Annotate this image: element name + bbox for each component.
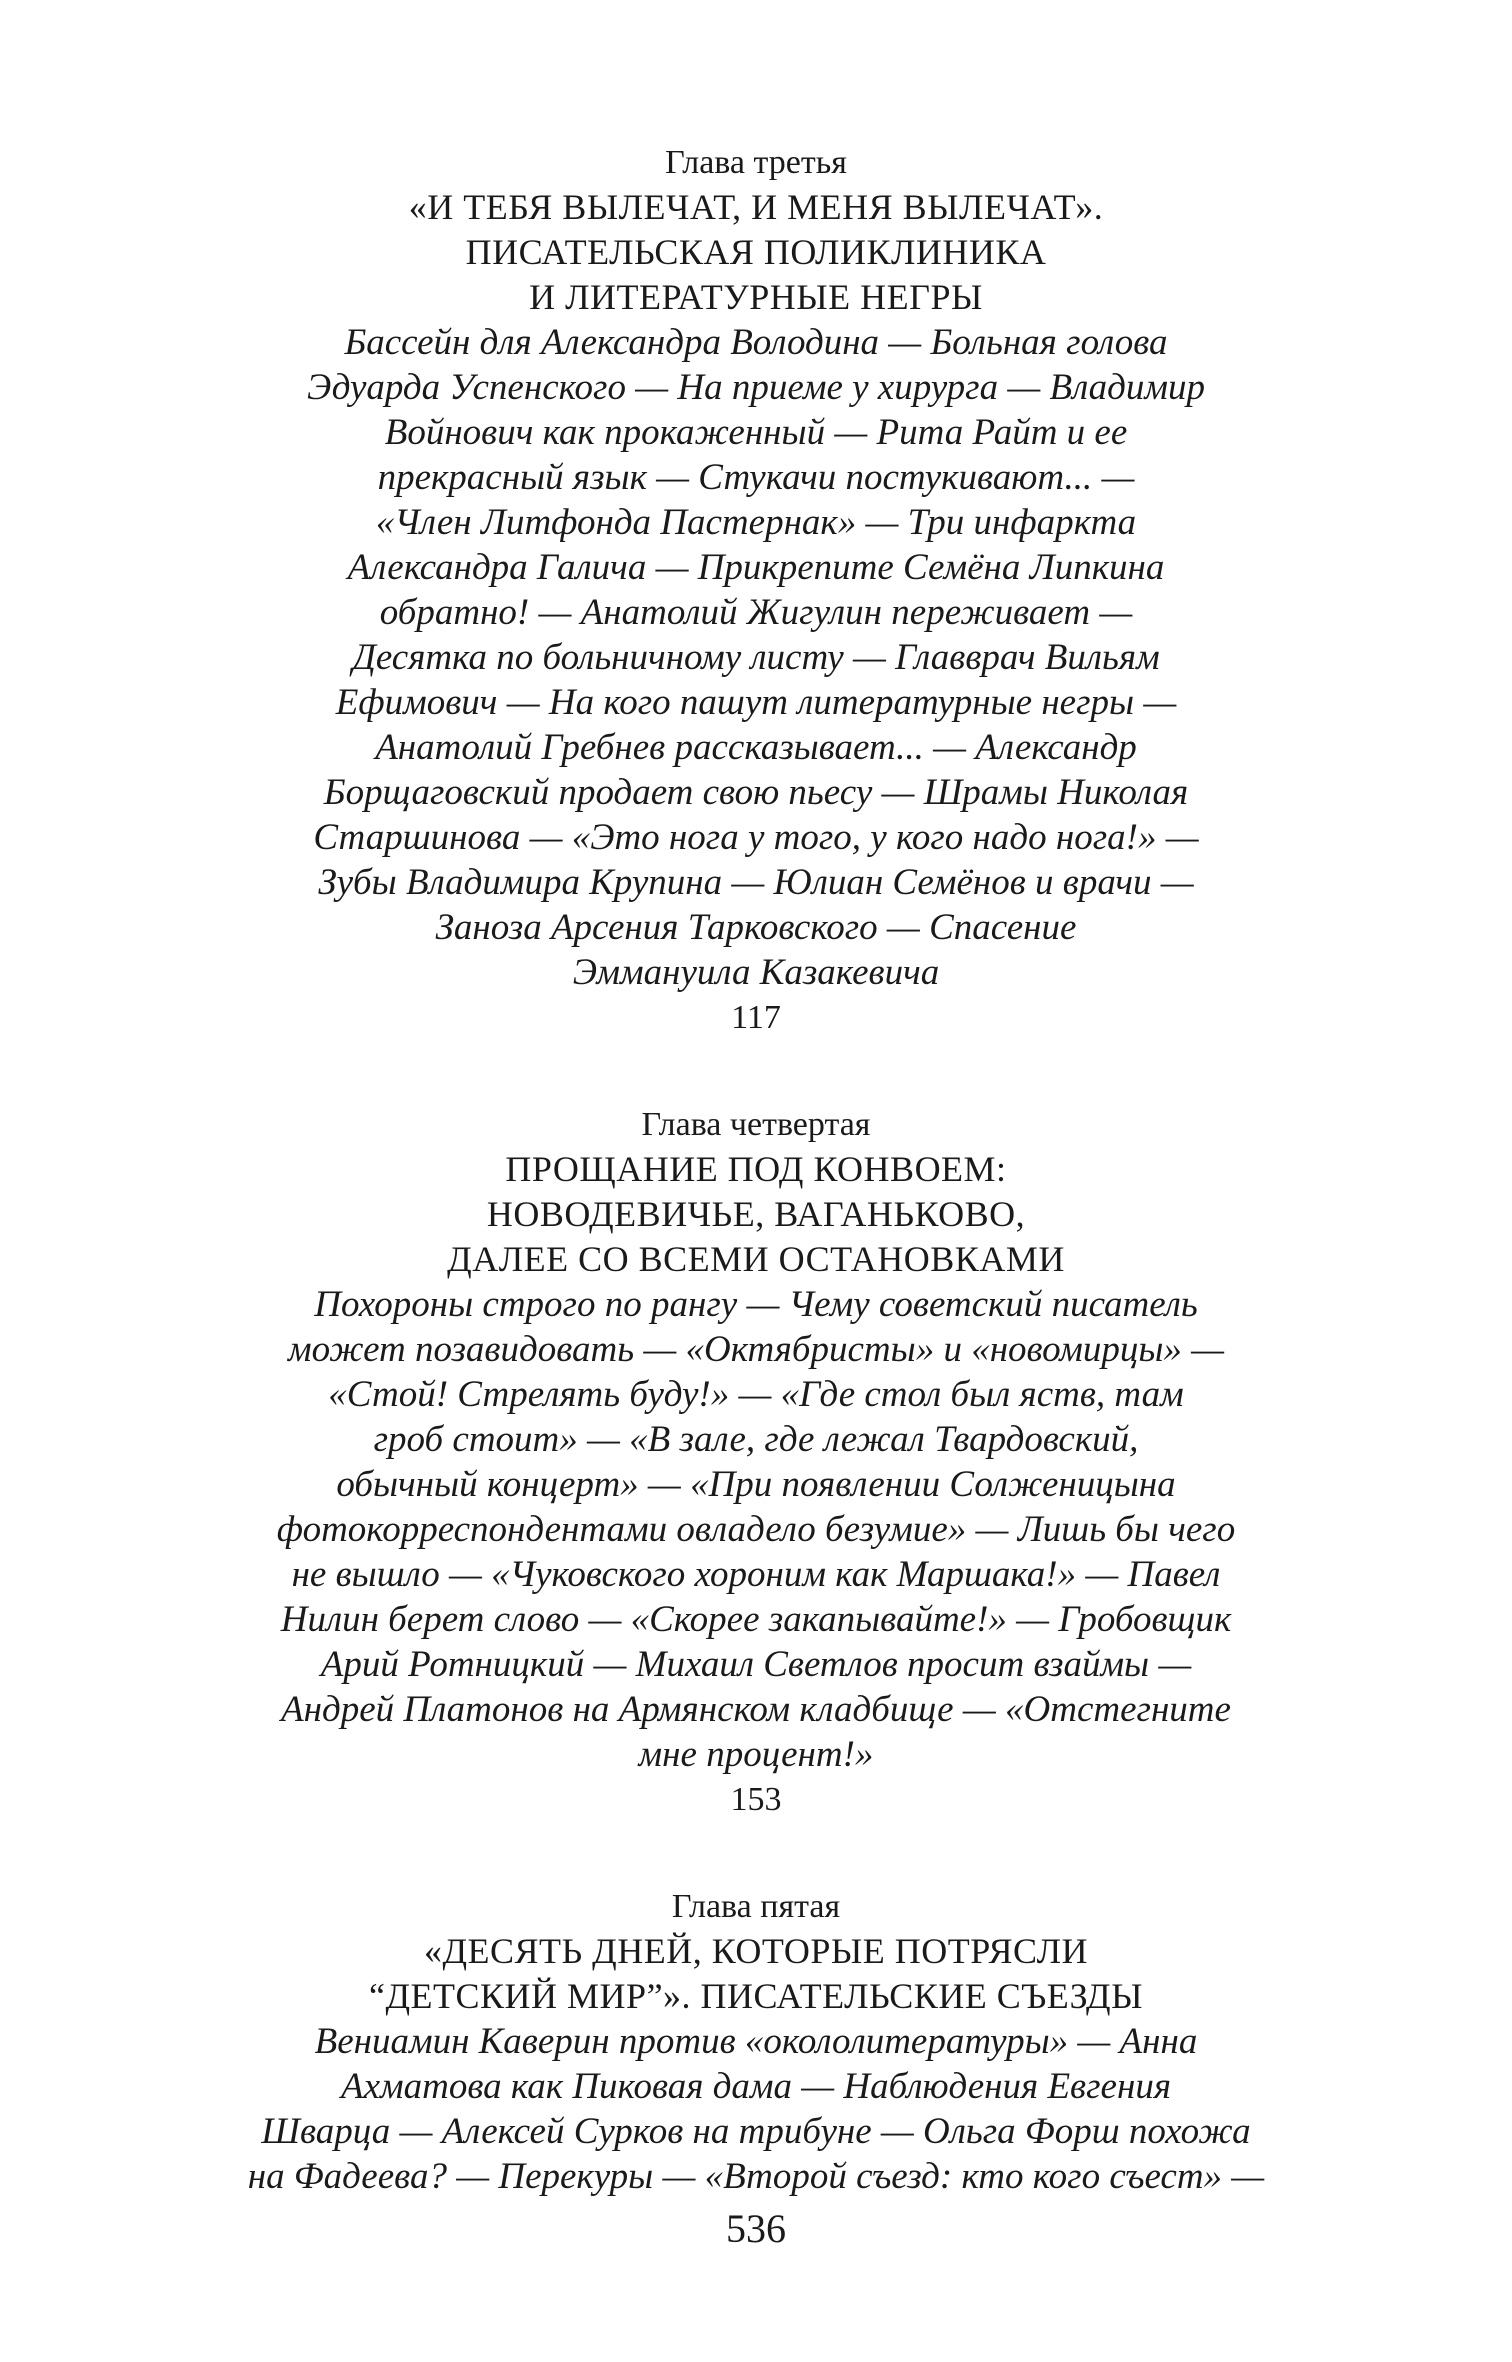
summary-line: не вышло — «Чуковского хороним как Маршака!» — Павел — [291, 1554, 1221, 1595]
summary-line: Заноза Арсения Тарковского — Спасение — [435, 907, 1077, 948]
summary-line: Бассейн для Александра Володина — Больная голова — [344, 322, 1168, 363]
summary-line: Эммануила Казакевича — [572, 952, 940, 993]
chapter-summary — [170, 320, 1342, 995]
page-number: 536 — [726, 2206, 786, 2251]
summary-line: фотокорреспондентами овладело безумие» — Лишь бы чего — [276, 1509, 1236, 1550]
chapter-title-line: «И ТЕБЯ ВЫЛЕЧАТ, И МЕНЯ ВЫЛЕЧАТ». — [408, 187, 1104, 227]
chapter-title — [170, 1147, 1342, 1282]
summary-line: Шварца — Алексей Сурков на трибуне — Ольга Форш похожа — [261, 2111, 1251, 2152]
summary-line: мне процент!» — [638, 1734, 874, 1775]
summary-line: может позавидовать — «Октябристы» и «новомирцы» — — [287, 1329, 1225, 1370]
summary-line: на Фадеева? — Перекуры — «Второй съезд: кто кого съест» — — [247, 2156, 1265, 2197]
summary-line: Александра Галича — Прикрепите Семёна Липкина — [347, 547, 1165, 588]
chapter-entry-4 — [170, 1102, 1342, 1822]
chapter-entry-3 — [170, 140, 1342, 1040]
chapter-page-number: 117 — [731, 999, 781, 1036]
summary-line: Борщаговский продает свою пьесу — Шрамы Николая — [323, 772, 1189, 813]
chapter-title — [170, 1929, 1342, 2019]
summary-line: Зубы Владимира Крупина — Юлиан Семёнов и врачи — — [318, 862, 1194, 903]
summary-line: Десятка по больничному листу — Главврач Вильям — [352, 637, 1160, 678]
summary-line: гроб стоит» — «В зале, где лежал Твардовский, — [373, 1419, 1139, 1460]
summary-line: Ахматова как Пиковая дама — Наблюдения Евгения — [340, 2066, 1172, 2107]
summary-line: Похороны строго по рангу — Чему советский писатель — [314, 1284, 1198, 1325]
chapter-title-line: ПИСАТЕЛЬСКАЯ ПОЛИКЛИНИКА — [465, 232, 1047, 272]
chapter-title-line: НОВОДЕВИЧЬЕ, ВАГАНЬКОВО, — [486, 1194, 1026, 1234]
summary-line: «Член Литфонда Пастернак» — Три инфаркта — [375, 502, 1137, 543]
chapter-title-line: «ДЕСЯТЬ ДНЕЙ, КОТОРЫЕ ПОТРЯСЛИ — [423, 1931, 1089, 1971]
summary-line: Вениамин Каверин против «окололитературы» — Анна — [314, 2021, 1198, 2062]
summary-line: Эдуарда Успенского — На приеме у хирурга — Владимир — [306, 367, 1206, 408]
chapter-label: Глава четвертая — [641, 1106, 871, 1143]
summary-line: обычный концерт» — «При появлении Солженицына — [336, 1464, 1176, 1505]
chapter-label: Глава третья — [665, 144, 847, 181]
summary-line: «Стой! Стрелять буду!» — «Где стол был яств, там — [328, 1374, 1184, 1415]
chapter-title-line: “ДЕТСКИЙ МИР”». ПИСАТЕЛЬСКИЕ СЪЕЗДЫ — [369, 1976, 1143, 2016]
summary-line: обратно! — Анатолий Жигулин переживает — — [379, 592, 1133, 633]
summary-line: Ефимович — На кого пашут литературные негры — — [335, 682, 1177, 723]
summary-line: Анатолий Гребнев рассказывает... — Александр — [375, 727, 1137, 768]
summary-line: Нилин берет слово — «Скорее закапывайте!» — Гробовщик — [280, 1599, 1232, 1640]
summary-line: Войнович как прокаженный — Рита Райт и ее — [384, 412, 1128, 453]
summary-line: прекрасный язык — Стукачи постукивают... — — [377, 457, 1135, 498]
chapter-summary — [170, 2019, 1342, 2199]
summary-line: Старшинова — «Это нога у того, у кого надо нога!» — — [313, 817, 1199, 858]
chapter-title-line: ПРОЩАНИЕ ПОД КОНВОЕМ: — [505, 1149, 1007, 1189]
chapter-label: Глава пятая — [671, 1888, 841, 1925]
chapter-summary — [170, 1282, 1342, 1777]
chapter-title-line: И ЛИТЕРАТУРНЫЕ НЕГРЫ — [529, 277, 983, 317]
chapter-entry-5 — [170, 1884, 1342, 2199]
summary-line: Арий Ротницкий — Михаил Светлов просит взаймы — — [320, 1644, 1192, 1685]
chapter-title-line: ДАЛЕЕ СО ВСЕМИ ОСТАНОВКАМИ — [447, 1239, 1065, 1279]
table-of-contents — [170, 140, 1342, 2261]
chapter-title — [170, 185, 1342, 320]
summary-line: Андрей Платонов на Армянском кладбище — «Отстегните — [281, 1689, 1231, 1730]
chapter-page-number: 153 — [730, 1781, 782, 1818]
